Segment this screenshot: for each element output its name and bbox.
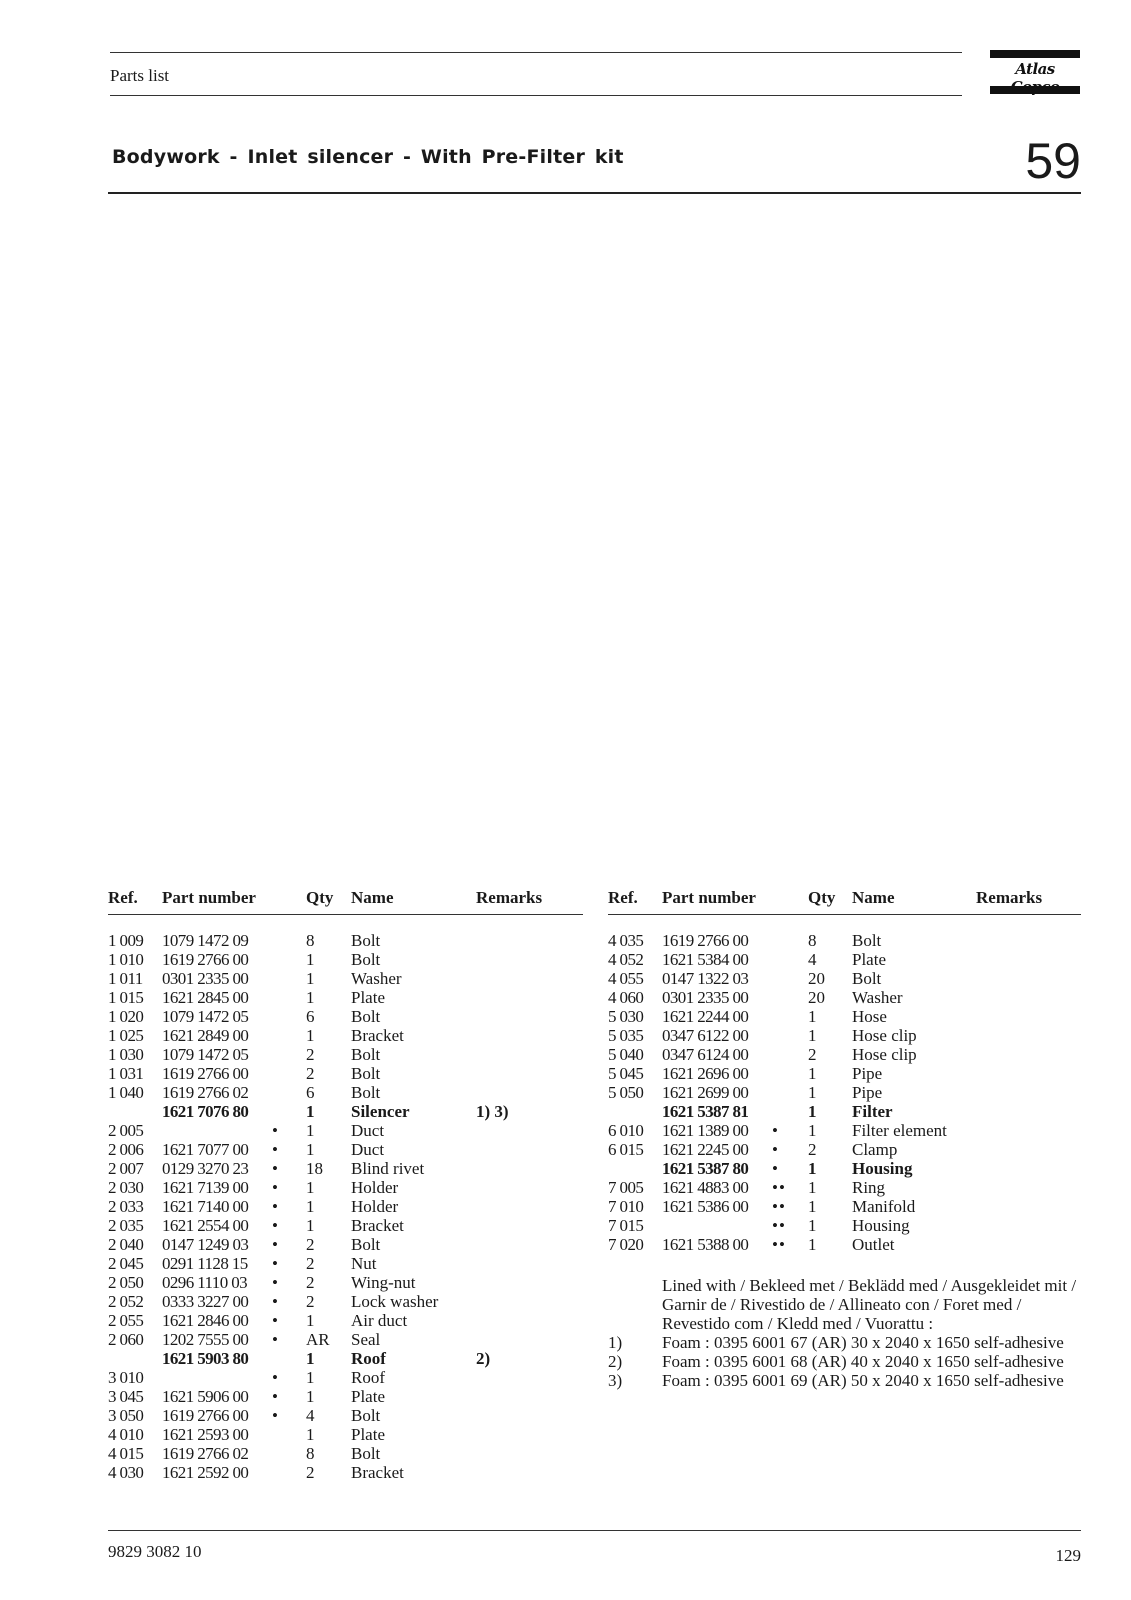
row-ref: 2 033 — [108, 1197, 144, 1216]
row-part-number: 1621 2699 00 — [662, 1083, 749, 1102]
row-ref: 3 045 — [108, 1387, 144, 1406]
col-qty-header: Qty — [808, 888, 836, 907]
row-qty: 1 — [808, 1159, 817, 1178]
row-name: Bolt — [351, 1235, 381, 1254]
row-level-marker: • — [272, 1121, 279, 1140]
row-part-number: 1619 2766 00 — [662, 931, 749, 950]
row-qty: 1 — [306, 969, 315, 988]
row-ref: 7 010 — [608, 1197, 644, 1216]
logo-bar-top — [990, 50, 1080, 58]
row-qty: 1 — [306, 988, 315, 1007]
row-ref: 4 030 — [108, 1463, 144, 1482]
row-qty: 8 — [808, 931, 817, 950]
row-part-number: 1621 2593 00 — [162, 1425, 249, 1444]
row-ref: 1 025 — [108, 1026, 144, 1045]
row-qty: 8 — [306, 1444, 315, 1463]
row-part-number: 0291 1128 15 — [162, 1254, 248, 1273]
row-level-marker: • — [272, 1292, 279, 1311]
header-bottom-rule — [110, 95, 962, 96]
table-row — [108, 1064, 583, 1083]
row-name: Wing-nut — [351, 1273, 416, 1292]
row-level-marker: • — [272, 1368, 279, 1387]
row-ref: 5 050 — [608, 1083, 644, 1102]
row-ref: 7 005 — [608, 1178, 644, 1197]
footnote-mark: 1) — [608, 1333, 623, 1352]
table-row — [108, 1121, 583, 1140]
row-ref: 2 055 — [108, 1311, 144, 1330]
parts-table-left — [108, 888, 583, 1482]
table-row — [608, 1235, 1081, 1254]
row-level-marker: • — [772, 1159, 779, 1178]
row-ref: 5 040 — [608, 1045, 644, 1064]
row-remarks: 2) — [476, 1349, 491, 1368]
row-name: Outlet — [852, 1235, 895, 1254]
row-name: Bracket — [351, 1216, 404, 1235]
table-row — [608, 1045, 1081, 1064]
row-part-number: 1079 1472 05 — [162, 1045, 249, 1064]
row-qty: 1 — [808, 1102, 817, 1121]
footnote — [608, 1333, 1081, 1352]
row-ref: 1 020 — [108, 1007, 144, 1026]
row-ref: 5 045 — [608, 1064, 644, 1083]
row-ref: 4 015 — [108, 1444, 144, 1463]
row-qty: 1 — [808, 1197, 817, 1216]
row-part-number: 1621 5387 80 — [662, 1159, 749, 1178]
row-name: Holder — [351, 1178, 399, 1197]
row-qty: 2 — [808, 1140, 817, 1159]
row-level-marker: • — [272, 1387, 279, 1406]
table-row — [108, 1235, 583, 1254]
row-ref: 2 050 — [108, 1273, 144, 1292]
row-part-number: 1619 2766 00 — [162, 950, 249, 969]
row-qty: 1 — [808, 1235, 817, 1254]
table-row — [608, 1197, 1081, 1216]
table-header — [108, 888, 583, 915]
row-qty: 18 — [306, 1159, 323, 1178]
row-qty: 1 — [808, 1121, 817, 1140]
table-row — [108, 1007, 583, 1026]
row-level-marker: • — [272, 1330, 279, 1349]
footnote-text: Foam : 0395 6001 69 (AR) 50 x 2040 x 1650 self-adhesive — [662, 1371, 1064, 1390]
footnote-mark: 3) — [608, 1371, 623, 1390]
table-row — [108, 1026, 583, 1045]
row-name: Bolt — [351, 1406, 381, 1425]
table-header — [608, 888, 1081, 915]
table-row — [108, 931, 583, 950]
row-qty: 1 — [306, 1026, 315, 1045]
row-name: Washer — [852, 988, 903, 1007]
row-part-number: 1621 4883 00 — [662, 1178, 749, 1197]
row-qty: 1 — [306, 1102, 315, 1121]
table-row — [108, 1083, 583, 1102]
row-name: Housing — [852, 1216, 910, 1235]
row-ref: 1 030 — [108, 1045, 144, 1064]
header-label: Parts list — [110, 66, 170, 85]
table-row — [108, 1406, 583, 1425]
row-ref: 2 045 — [108, 1254, 144, 1273]
logo-bar-bottom — [990, 86, 1080, 94]
row-ref: 2 030 — [108, 1178, 144, 1197]
row-qty: 20 — [808, 988, 825, 1007]
row-name: Duct — [351, 1140, 385, 1159]
row-ref: 7 020 — [608, 1235, 644, 1254]
table-row — [108, 1349, 583, 1368]
row-level-marker: •• — [772, 1197, 786, 1216]
row-qty: 1 — [306, 950, 315, 969]
document-number: 9829 3082 10 — [108, 1542, 202, 1561]
table-body — [608, 931, 1081, 1254]
row-part-number: 1621 2244 00 — [662, 1007, 749, 1026]
row-ref: 6 015 — [608, 1140, 644, 1159]
row-name: Ring — [852, 1178, 886, 1197]
table-row — [608, 1102, 1081, 1121]
footnote — [608, 1371, 1081, 1390]
row-part-number: 1621 2696 00 — [662, 1064, 749, 1083]
row-part-number: 1621 1389 00 — [662, 1121, 749, 1140]
table-row — [608, 1140, 1081, 1159]
page-number: 129 — [1055, 1546, 1081, 1565]
row-ref: 1 015 — [108, 988, 144, 1007]
row-qty: 1 — [808, 1007, 817, 1026]
row-part-number: 1621 7140 00 — [162, 1197, 249, 1216]
row-qty: 1 — [808, 1064, 817, 1083]
row-name: Washer — [351, 969, 402, 988]
col-remarks-header: Remarks — [476, 888, 543, 907]
row-part-number: 1621 2245 00 — [662, 1140, 749, 1159]
table-row — [108, 1178, 583, 1197]
row-remarks: 1) 3) — [476, 1102, 509, 1121]
row-name: Bracket — [351, 1026, 404, 1045]
row-name: Bolt — [852, 931, 882, 950]
col-qty-header: Qty — [306, 888, 334, 907]
row-part-number: 1621 7076 80 — [162, 1102, 249, 1121]
footnote-text: Foam : 0395 6001 67 (AR) 30 x 2040 x 1650 self-adhesive — [662, 1333, 1064, 1352]
page-title: Bodywork - Inlet silencer - With Pre-Filter kit — [112, 146, 624, 168]
row-ref: 3 050 — [108, 1406, 144, 1425]
table-row — [108, 1197, 583, 1216]
row-name: Bolt — [351, 950, 381, 969]
row-level-marker: • — [272, 1197, 279, 1216]
table-row — [108, 950, 583, 969]
atlas-copco-logo — [990, 50, 1080, 94]
footer-rule — [108, 1530, 1081, 1531]
table-row — [608, 1083, 1081, 1102]
row-name: Bracket — [351, 1463, 404, 1482]
row-level-marker: •• — [772, 1235, 786, 1254]
table-row — [108, 1368, 583, 1387]
row-qty: 2 — [306, 1064, 315, 1083]
row-qty: 1 — [306, 1349, 315, 1368]
row-part-number: 1621 5903 80 — [162, 1349, 249, 1368]
row-ref: 6 010 — [608, 1121, 644, 1140]
row-part-number: 1079 1472 05 — [162, 1007, 249, 1026]
row-name: Bolt — [351, 1083, 381, 1102]
row-qty: 1 — [808, 1083, 817, 1102]
row-name: Seal — [351, 1330, 381, 1349]
row-ref: 2 005 — [108, 1121, 144, 1140]
row-part-number: 1619 2766 02 — [162, 1083, 249, 1102]
row-level-marker: • — [272, 1235, 279, 1254]
table-row — [108, 1140, 583, 1159]
row-part-number: 1202 7555 00 — [162, 1330, 249, 1349]
parts-table-right — [608, 888, 1081, 1254]
row-part-number: 1621 2592 00 — [162, 1463, 249, 1482]
row-qty: AR — [306, 1330, 330, 1349]
row-part-number: 0347 6122 00 — [662, 1026, 749, 1045]
row-part-number: 1619 2766 00 — [162, 1064, 249, 1083]
row-ref: 1 010 — [108, 950, 144, 969]
row-name: Hose clip — [852, 1026, 917, 1045]
title-rule — [108, 192, 1081, 194]
row-name: Manifold — [852, 1197, 916, 1216]
row-level-marker: • — [772, 1121, 779, 1140]
row-qty: 2 — [306, 1292, 315, 1311]
row-qty: 1 — [306, 1178, 315, 1197]
row-name: Filter element — [852, 1121, 947, 1140]
row-name: Bolt — [351, 1007, 381, 1026]
row-ref: 4 052 — [608, 950, 644, 969]
table-row — [608, 950, 1081, 969]
row-part-number: 1079 1472 09 — [162, 931, 249, 950]
row-qty: 1 — [306, 1311, 315, 1330]
row-part-number: 1621 5387 81 — [662, 1102, 749, 1121]
footnote-mark: 2) — [608, 1352, 623, 1371]
row-part-number: 1621 2846 00 — [162, 1311, 249, 1330]
row-level-marker: • — [272, 1406, 279, 1425]
illustration-area — [108, 200, 1081, 880]
row-part-number: 1621 5388 00 — [662, 1235, 749, 1254]
row-ref: 2 052 — [108, 1292, 144, 1311]
row-part-number: 0301 2335 00 — [662, 988, 749, 1007]
row-qty: 1 — [808, 1026, 817, 1045]
row-name: Filter — [852, 1102, 893, 1121]
row-name: Duct — [351, 1121, 385, 1140]
row-part-number: 1621 5384 00 — [662, 950, 749, 969]
row-name: Clamp — [852, 1140, 898, 1159]
row-part-number: 1621 2554 00 — [162, 1216, 249, 1235]
row-part-number: 1621 2849 00 — [162, 1026, 249, 1045]
logo-text: Atlas — [1015, 60, 1055, 78]
row-qty: 1 — [306, 1140, 315, 1159]
row-name: Pipe — [852, 1083, 883, 1102]
row-name: Roof — [351, 1368, 385, 1387]
row-ref: 2 060 — [108, 1330, 144, 1349]
row-name: Plate — [351, 1387, 385, 1406]
row-part-number: 0301 2335 00 — [162, 969, 249, 988]
row-name: Bolt — [351, 1444, 381, 1463]
row-ref: 4 055 — [608, 969, 644, 988]
row-name: Nut — [351, 1254, 377, 1273]
table-row — [608, 1216, 1081, 1235]
row-part-number: 0147 1249 03 — [162, 1235, 249, 1254]
table-row — [108, 1292, 583, 1311]
row-ref: 1 011 — [108, 969, 143, 988]
row-part-number: 1621 7139 00 — [162, 1178, 249, 1197]
row-ref: 4 035 — [608, 931, 644, 950]
col-ref-header: Ref. — [108, 888, 138, 907]
row-name: Plate — [852, 950, 886, 969]
row-qty: 2 — [306, 1254, 315, 1273]
footnote-text: Foam : 0395 6001 68 (AR) 40 x 2040 x 1650 self-adhesive — [662, 1352, 1064, 1371]
lining-note: Lined with / Bekleed met / Beklädd med / Ausgekleidet mit / Garnir de / Rivestido de / Allineato con / Foret med / Revestido com / Kledd med / Vuorattu : — [662, 1276, 1077, 1333]
row-qty: 1 — [808, 1216, 817, 1235]
table-row — [608, 1064, 1081, 1083]
table-row — [608, 931, 1081, 950]
col-part-number-header: Part number — [662, 888, 756, 907]
table-row — [108, 969, 583, 988]
row-part-number: 0296 1110 03 — [162, 1273, 248, 1292]
row-level-marker: • — [272, 1311, 279, 1330]
row-qty: 20 — [808, 969, 825, 988]
row-name: Blind rivet — [351, 1159, 425, 1178]
notes — [608, 1276, 1081, 1390]
row-name: Roof — [351, 1349, 386, 1368]
row-qty: 2 — [306, 1273, 315, 1292]
row-part-number: 1621 5386 00 — [662, 1197, 749, 1216]
row-qty: 1 — [306, 1368, 315, 1387]
row-ref: 2 040 — [108, 1235, 144, 1254]
row-name: Air duct — [351, 1311, 408, 1330]
row-ref: 5 030 — [608, 1007, 644, 1026]
row-ref: 4 060 — [608, 988, 644, 1007]
row-qty: 1 — [306, 1121, 315, 1140]
row-ref: 2 006 — [108, 1140, 144, 1159]
col-remarks-header: Remarks — [976, 888, 1043, 907]
row-qty: 1 — [306, 1387, 315, 1406]
row-name: Hose — [852, 1007, 887, 1026]
row-qty: 8 — [306, 931, 315, 950]
row-name: Hose clip — [852, 1045, 917, 1064]
table-row — [108, 1045, 583, 1064]
col-ref-header: Ref. — [608, 888, 638, 907]
row-level-marker: • — [272, 1273, 279, 1292]
col-name-header: Name — [852, 888, 895, 907]
section-number: 59 — [1025, 133, 1081, 189]
row-part-number: 1621 2845 00 — [162, 988, 249, 1007]
row-name: Bolt — [351, 931, 381, 950]
table-row — [108, 1387, 583, 1406]
row-ref: 1 009 — [108, 931, 144, 950]
row-level-marker: • — [272, 1216, 279, 1235]
row-qty: 1 — [306, 1216, 315, 1235]
row-name: Bolt — [351, 1064, 381, 1083]
row-name: Lock washer — [351, 1292, 439, 1311]
row-ref: 3 010 — [108, 1368, 144, 1387]
row-ref: 5 035 — [608, 1026, 644, 1045]
row-part-number: 0147 1322 03 — [662, 969, 749, 988]
row-qty: 4 — [306, 1406, 315, 1425]
row-part-number: 0129 3270 23 — [162, 1159, 249, 1178]
row-ref: 2 035 — [108, 1216, 144, 1235]
table-row — [108, 1330, 583, 1349]
row-qty: 6 — [306, 1083, 315, 1102]
col-part-number-header: Part number — [162, 888, 256, 907]
row-qty: 2 — [306, 1235, 315, 1254]
col-name-header: Name — [351, 888, 394, 907]
row-part-number: 0347 6124 00 — [662, 1045, 749, 1064]
row-ref: 1 040 — [108, 1083, 144, 1102]
table-row — [108, 1311, 583, 1330]
row-level-marker: •• — [772, 1178, 786, 1197]
row-ref: 2 007 — [108, 1159, 144, 1178]
row-level-marker: •• — [772, 1216, 786, 1235]
table-row — [108, 1273, 583, 1292]
row-name: Bolt — [351, 1045, 381, 1064]
table-row — [108, 1102, 583, 1121]
table-body — [108, 931, 583, 1482]
row-qty: 2 — [306, 1463, 315, 1482]
table-row — [108, 1159, 583, 1178]
row-name: Housing — [852, 1159, 913, 1178]
table-row — [608, 969, 1081, 988]
row-part-number: 0333 3227 00 — [162, 1292, 249, 1311]
table-row — [608, 1007, 1081, 1026]
row-name: Pipe — [852, 1064, 883, 1083]
table-row — [608, 988, 1081, 1007]
row-part-number: 1619 2766 00 — [162, 1406, 249, 1425]
row-qty: 1 — [306, 1425, 315, 1444]
row-ref: 1 031 — [108, 1064, 144, 1083]
table-row — [108, 1425, 583, 1444]
table-row — [108, 1444, 583, 1463]
row-qty: 1 — [306, 1197, 315, 1216]
row-part-number: 1621 5906 00 — [162, 1387, 249, 1406]
table-row — [608, 1178, 1081, 1197]
row-ref: 7 015 — [608, 1216, 644, 1235]
table-row — [608, 1026, 1081, 1045]
row-ref: 4 010 — [108, 1425, 144, 1444]
row-name: Silencer — [351, 1102, 410, 1121]
table-row — [108, 1463, 583, 1482]
header-top-rule — [110, 52, 962, 53]
row-level-marker: • — [272, 1178, 279, 1197]
table-row — [608, 1121, 1081, 1140]
row-part-number: 1621 7077 00 — [162, 1140, 249, 1159]
row-qty: 2 — [306, 1045, 315, 1064]
row-name: Plate — [351, 988, 385, 1007]
row-name: Plate — [351, 1425, 385, 1444]
row-name: Holder — [351, 1197, 399, 1216]
table-row — [108, 1216, 583, 1235]
row-qty: 4 — [808, 950, 817, 969]
row-level-marker: • — [272, 1140, 279, 1159]
row-level-marker: • — [272, 1254, 279, 1273]
table-row — [608, 1159, 1081, 1178]
row-qty: 2 — [808, 1045, 817, 1064]
row-level-marker: • — [772, 1140, 779, 1159]
table-row — [108, 988, 583, 1007]
row-qty: 1 — [808, 1178, 817, 1197]
table-row — [108, 1254, 583, 1273]
row-part-number: 1619 2766 02 — [162, 1444, 249, 1463]
footnote — [608, 1352, 1081, 1371]
row-name: Bolt — [852, 969, 882, 988]
row-level-marker: • — [272, 1159, 279, 1178]
row-qty: 6 — [306, 1007, 315, 1026]
